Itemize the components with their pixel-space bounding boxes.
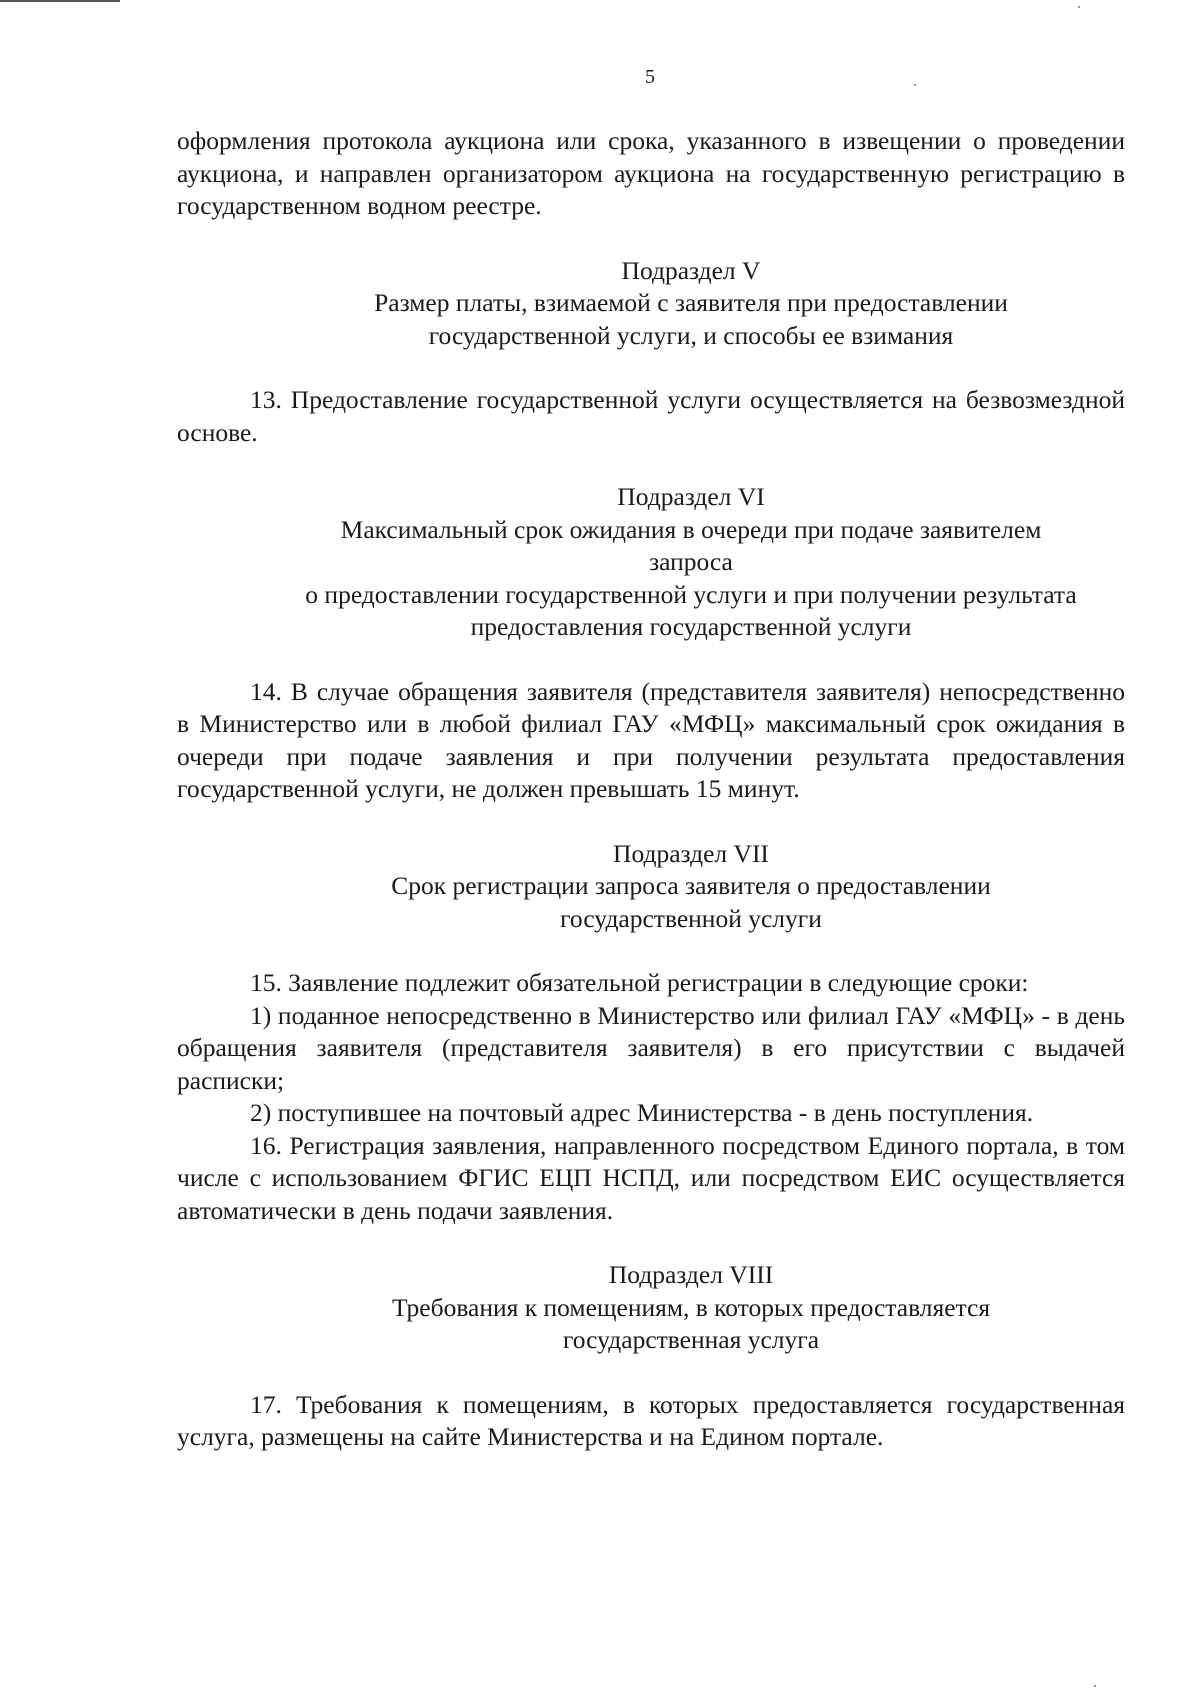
section-title: Подраздел V (621, 255, 761, 285)
section-subtitle-line: Требования к помещениям, в которых предоставляется (391, 1292, 991, 1322)
paragraph-16: 16. Регистрация заявления, направленного посредством Единого портала, в том числе с использованием ФГИС ЕЦП НСПД, или посредством ЕИС осуществляется автоматически в день подачи заявления. (177, 1130, 1125, 1225)
scan-speck (1078, 6, 1080, 8)
paragraph-15-item-2: 2) поступившее на почтовый адрес Министерства - в день поступления. (250, 1098, 1034, 1127)
paragraph-15: 15. Заявление подлежит обязательной регистрации в следующие сроки: (250, 968, 1029, 997)
paragraph-15-item-1: 1) поданное непосредственно в Министерство или филиал ГАУ «МФЦ» - в день обращения заявителя (представителя заявителя) в его присутствии с выдачей расписки; (177, 1000, 1125, 1095)
paragraph-13: 13. Предоставление государственной услуги осуществляется на безвозмездной основе. (177, 385, 1125, 447)
section-subtitle-line: государственной услуги, и способы ее взимания (428, 320, 954, 350)
section-title: Подраздел VI (617, 482, 765, 511)
section-subtitle-line: запроса (649, 547, 733, 576)
paragraph-14: 14. В случае обращения заявителя (представителя заявителя) непосредственно в Министерство или в любой филиал ГАУ «МФЦ» максимальный срок ожидания в очереди при подаче заявления и при получении результата предоставления государственной услуги, не должен превышать 15 минут. (177, 676, 1125, 803)
section-subtitle-line: Максимальный срок ожидания в очереди при подаче заявителем (340, 514, 1042, 544)
section-subtitle-line: Срок регистрации запроса заявителя о предоставлении (391, 871, 991, 900)
document-body (177, 125, 1125, 1454)
section-title: Подраздел VIII (608, 1260, 774, 1289)
section-viii-heading (177, 1259, 1125, 1357)
section-title: Подраздел VII (613, 838, 769, 868)
intro-paragraph: оформления протокола аукциона или срока, указанного в извещении о проведении аукциона, и направлен организатором аукциона на государственную регистрацию в государственном водном реестре. (177, 126, 1125, 220)
section-vii-heading (177, 838, 1125, 936)
paragraph-17: 17. Требования к помещениям, в которых предоставляется государственная услуга, размещены на сайте Министерства и на Едином портале. (177, 1389, 1125, 1451)
scan-speck (1094, 1685, 1096, 1687)
section-subtitle-line: государственная услуга (562, 1325, 820, 1354)
section-vi-heading (177, 481, 1125, 644)
scan-edge-mark (0, 0, 120, 2)
section-subtitle-line: Размер платы, взимаемой с заявителя при предоставлении (374, 288, 1008, 317)
section-subtitle-line: о предоставлении государственной услуги и при получении результата (305, 579, 1077, 609)
section-v-heading (177, 255, 1125, 353)
section-subtitle-line: предоставления государственной услуги (470, 612, 912, 641)
page-number: 5 (645, 66, 655, 88)
section-subtitle-line: государственной услуги (560, 903, 822, 933)
